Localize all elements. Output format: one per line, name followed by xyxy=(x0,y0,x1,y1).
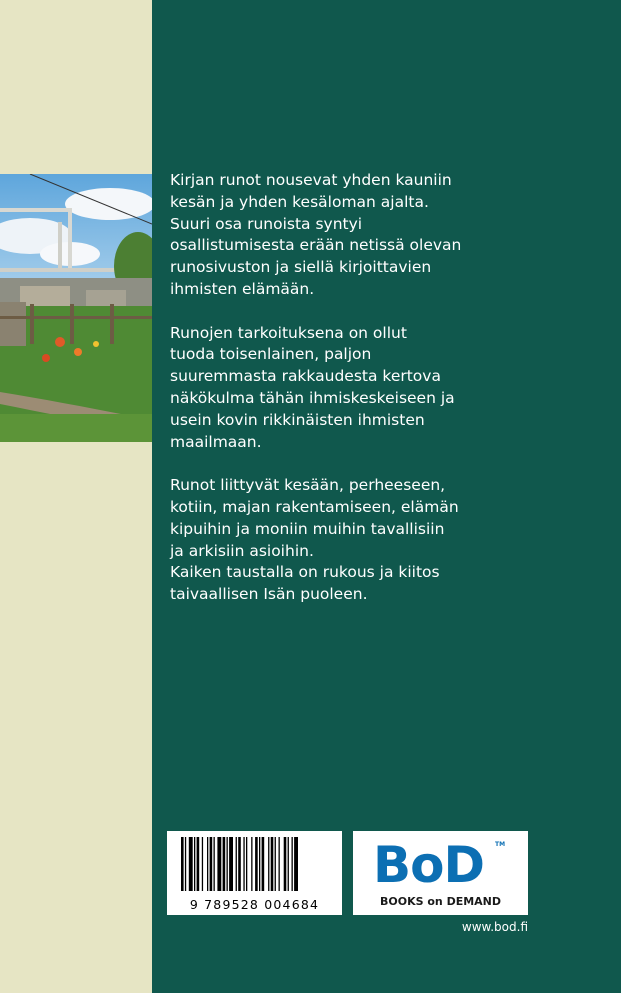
blurb-paragraph-3: Runot liittyvät kesään, perheeseen, kotiin, majan rakentamiseen, elämän kipuihin ja moniin muihin tavallisiin ja arkisiin asioihin. Kaiken taustalla on rukous ja kiitos taivaallisen Isän puoleen. xyxy=(170,476,459,604)
barcode-bar xyxy=(238,837,241,891)
barcode-bar xyxy=(229,837,233,891)
barcode-bar xyxy=(210,837,213,891)
barcode-bar xyxy=(217,837,221,891)
barcode-bar xyxy=(262,837,265,891)
barcode-bar xyxy=(181,837,184,891)
publisher-tagline: BOOKS on DEMAND xyxy=(379,895,502,908)
barcode-bar xyxy=(292,837,293,891)
barcode-bar xyxy=(214,837,215,891)
trademark-mark: TM xyxy=(495,841,506,848)
barcode-bar xyxy=(227,837,228,891)
barcode-bar xyxy=(236,837,237,891)
barcode-bar xyxy=(185,837,186,891)
barcode-bar xyxy=(194,837,195,891)
barcode-bar xyxy=(246,837,247,891)
cover-photo xyxy=(0,174,152,442)
barcode-bar xyxy=(251,837,252,891)
barcode-bar xyxy=(268,837,269,891)
barcode-bar xyxy=(255,837,258,891)
isbn-number: 9 789528 004684 xyxy=(189,897,320,912)
publisher-website: www.bod.fi xyxy=(461,920,528,934)
barcode-bars xyxy=(181,837,329,891)
bod-logo: BoD xyxy=(373,836,484,894)
barcode-bar xyxy=(288,837,289,891)
barcode-bar xyxy=(259,837,260,891)
barcode-bar xyxy=(284,837,287,891)
barcode-bar xyxy=(294,837,298,891)
barcode-bar xyxy=(207,837,208,891)
barcode-bar xyxy=(197,837,200,891)
publisher-logo-box xyxy=(353,831,528,915)
blurb-paragraph-2: Runojen tarkoituksena on ollut tuoda toisenlainen, paljon suuremmasta rakkaudesta kertova näkökulma tähän ihmiskeskeiseen ja usein kovin rikkinäisten ihmisten maailmaan. xyxy=(170,323,455,451)
spine xyxy=(0,0,152,993)
barcode-bar xyxy=(271,837,274,891)
barcode-bar xyxy=(279,837,280,891)
barcode-bar xyxy=(243,837,244,891)
barcode-bar xyxy=(275,837,276,891)
barcode-bar xyxy=(189,837,193,891)
isbn-barcode xyxy=(167,831,342,915)
blurb-text xyxy=(170,170,470,628)
blurb-paragraph-1: Kirjan runot nousevat yhden kauniin kesän ja yhden kesäloman ajalta. Suuri osa runoista syntyi osallistumisesta erään netissä olevan runosivuston ja siellä kirjoittavien ihmisten elämään. xyxy=(170,171,462,298)
barcode-bar xyxy=(202,837,203,891)
barcode-bar xyxy=(223,837,226,891)
